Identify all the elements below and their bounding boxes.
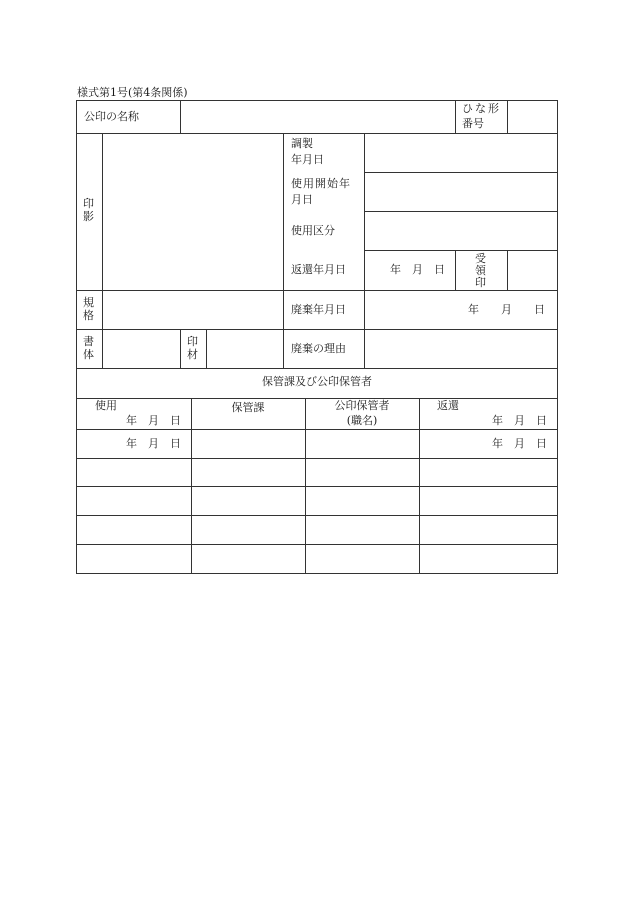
typeface-label-2: 体 <box>83 348 94 361</box>
col-return-date: 年 月 日 <box>492 414 547 427</box>
hinagata-label: ひな形 <box>462 102 501 115</box>
col-use-date: 年 月 日 <box>126 414 181 427</box>
receipt-seal-label-1: 受 <box>475 252 486 265</box>
material-label-1: 印 <box>187 335 198 348</box>
col-return-label: 返還 <box>437 399 459 412</box>
seal-name-label: 公印の名称 <box>84 110 139 123</box>
receipt-seal-label-2: 領 <box>475 264 486 277</box>
number-label: 番号 <box>462 117 484 130</box>
return-date-label: 返還年月日 <box>291 263 346 276</box>
use-start-label-2: 月日 <box>291 193 313 206</box>
form-title: 様式第1号(第4条関係) <box>77 86 188 99</box>
receipt-seal-label-3: 印 <box>475 276 486 289</box>
material-label-2: 材 <box>187 348 198 361</box>
seal-impression-label-1: 印 <box>83 197 94 210</box>
made-date-label-1: 調製 <box>291 137 313 150</box>
col-section-label: 保管課 <box>231 401 265 414</box>
row1-use-date: 年 月 日 <box>126 437 181 450</box>
spec-label-2: 格 <box>83 309 94 322</box>
use-start-label-1: 使用開始年 <box>291 177 351 190</box>
custody-header: 保管課及び公印保管者 <box>262 375 372 388</box>
col-custodian-label: 公印保管者 <box>334 399 390 412</box>
col-custodian-sub: (職名) <box>346 414 378 427</box>
disposal-reason-label: 廃棄の理由 <box>291 342 346 355</box>
seal-ledger-form <box>76 100 558 574</box>
disposal-date-value: 年 月 日 <box>468 303 545 316</box>
row1-return-date: 年 月 日 <box>492 437 547 450</box>
col-use-label: 使用 <box>95 399 117 412</box>
return-date-value: 年 月 日 <box>390 263 445 276</box>
made-date-label-2: 年月日 <box>291 153 324 166</box>
typeface-label-1: 書 <box>83 335 94 348</box>
spec-label-1: 規 <box>83 296 94 309</box>
seal-impression-label-2: 影 <box>83 210 94 223</box>
usage-class-label: 使用区分 <box>291 224 335 237</box>
disposal-date-label: 廃棄年月日 <box>291 303 346 316</box>
